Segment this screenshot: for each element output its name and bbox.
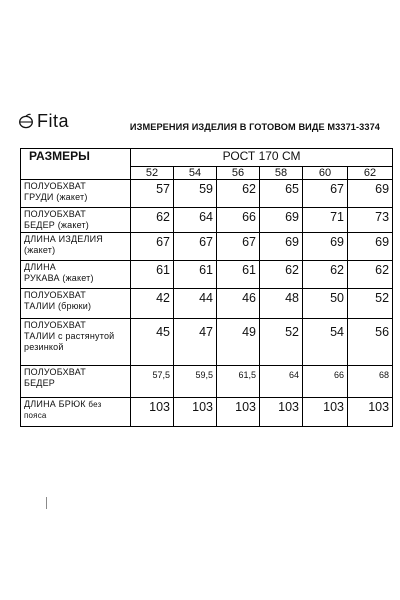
- height-header: РОСТ 170 СМ: [131, 149, 393, 167]
- value-cell: 103: [348, 398, 393, 427]
- sizes-header: РАЗМЕРЫ: [21, 149, 131, 180]
- margin-mark: [46, 497, 47, 509]
- value-cell: 69: [348, 233, 393, 261]
- value-cell: 64: [260, 366, 303, 398]
- value-cell: 52: [348, 289, 393, 319]
- value-cell: 66: [303, 366, 348, 398]
- value-cell: 44: [174, 289, 217, 319]
- size-chart-table: [20, 148, 393, 427]
- size-cell: 58: [260, 167, 303, 180]
- value-cell: 69: [348, 180, 393, 208]
- size-cell: 62: [348, 167, 393, 180]
- brand-name: Fita: [37, 111, 70, 131]
- row-label: ПОЛУОБХВАТ ГРУДИ (жакет): [21, 180, 131, 208]
- value-cell: 66: [217, 208, 260, 233]
- table-row: [21, 398, 393, 427]
- value-cell: 62: [348, 261, 393, 289]
- value-cell: 73: [348, 208, 393, 233]
- row-label: ДЛИНА ИЗДЕЛИЯ (жакет): [21, 233, 131, 261]
- row-label: ПОЛУОБХВАТ БЕДЕР (жакет): [21, 208, 131, 233]
- value-cell: 67: [303, 180, 348, 208]
- value-cell: 46: [217, 289, 260, 319]
- table-row: [21, 180, 393, 208]
- size-cell: 54: [174, 167, 217, 180]
- table-row: [21, 261, 393, 289]
- size-cell: 56: [217, 167, 260, 180]
- value-cell: 48: [260, 289, 303, 319]
- value-cell: 59,5: [174, 366, 217, 398]
- value-cell: 61,5: [217, 366, 260, 398]
- value-cell: 69: [260, 233, 303, 261]
- fita-leaf-icon: [18, 113, 34, 129]
- value-cell: 49: [217, 319, 260, 366]
- value-cell: 67: [174, 233, 217, 261]
- brand-logo: [18, 112, 69, 130]
- size-cell: 60: [303, 167, 348, 180]
- row-label: ПОЛУОБХВАТ ТАЛИИ (брюки): [21, 289, 131, 319]
- value-cell: 61: [131, 261, 174, 289]
- row-label: ПОЛУОБХВАТ ТАЛИИ с растянутой резинкой: [21, 319, 131, 366]
- row-label: ПОЛУОБХВАТ БЕДЕР: [21, 366, 131, 398]
- value-cell: 61: [217, 261, 260, 289]
- value-cell: 67: [217, 233, 260, 261]
- value-cell: 62: [131, 208, 174, 233]
- value-cell: 64: [174, 208, 217, 233]
- value-cell: 50: [303, 289, 348, 319]
- value-cell: 57: [131, 180, 174, 208]
- value-cell: 52: [260, 319, 303, 366]
- value-cell: 69: [260, 208, 303, 233]
- value-cell: 71: [303, 208, 348, 233]
- value-cell: 62: [260, 261, 303, 289]
- value-cell: 61: [174, 261, 217, 289]
- table-row: [21, 319, 393, 366]
- value-cell: 42: [131, 289, 174, 319]
- document-header: [18, 112, 386, 138]
- value-cell: 56: [348, 319, 393, 366]
- value-cell: 103: [303, 398, 348, 427]
- size-cell: 52: [131, 167, 174, 180]
- table-row: [21, 289, 393, 319]
- value-cell: 47: [174, 319, 217, 366]
- value-cell: 45: [131, 319, 174, 366]
- value-cell: 62: [217, 180, 260, 208]
- table-row: [21, 233, 393, 261]
- value-cell: 67: [131, 233, 174, 261]
- table-row: [21, 366, 393, 398]
- value-cell: 65: [260, 180, 303, 208]
- value-cell: 103: [131, 398, 174, 427]
- value-cell: 62: [303, 261, 348, 289]
- table-header-row: [21, 149, 393, 167]
- value-cell: 54: [303, 319, 348, 366]
- value-cell: 103: [174, 398, 217, 427]
- value-cell: 69: [303, 233, 348, 261]
- value-cell: 103: [217, 398, 260, 427]
- page-title: ИЗМЕРЕНИЯ ИЗДЕЛИЯ В ГОТОВОМ ВИДЕ М3371-3374: [129, 122, 380, 132]
- value-cell: 68: [348, 366, 393, 398]
- row-label: ДЛИНА РУКАВА (жакет): [21, 261, 131, 289]
- value-cell: 59: [174, 180, 217, 208]
- table-row: [21, 208, 393, 233]
- value-cell: 103: [260, 398, 303, 427]
- value-cell: 57,5: [131, 366, 174, 398]
- row-label: ДЛИНА БРЮК без пояса: [21, 398, 131, 427]
